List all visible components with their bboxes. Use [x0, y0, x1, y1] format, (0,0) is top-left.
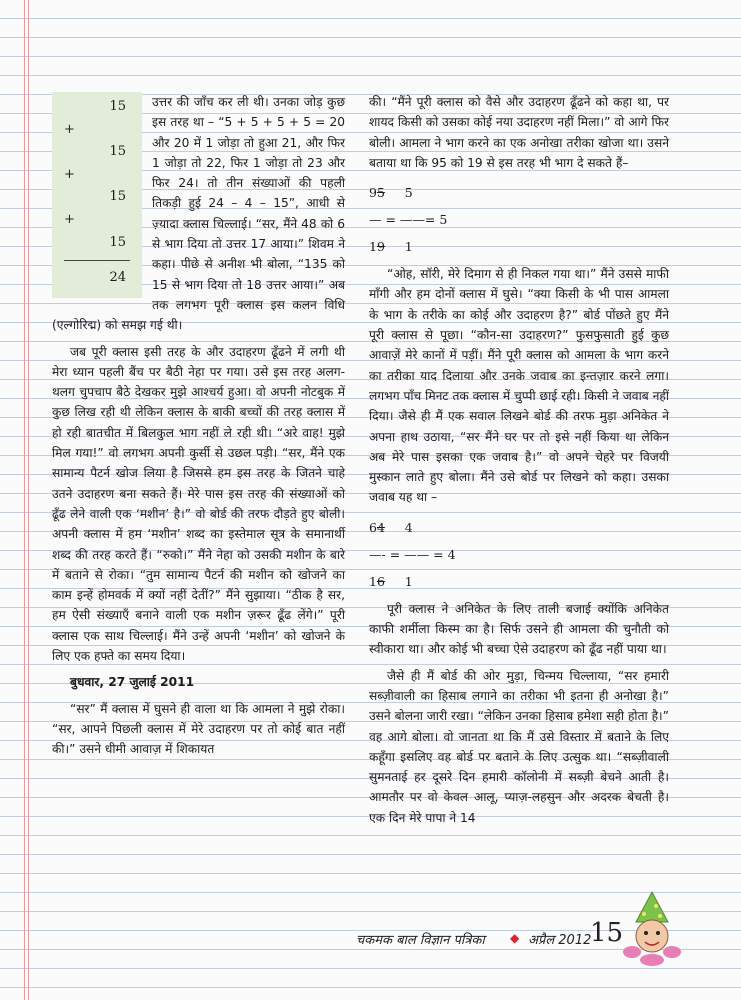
fraction-middle-row: —- = —— = 4	[369, 546, 456, 562]
fraction-example-aniket	[369, 514, 669, 595]
fraction-bottom-row	[369, 233, 669, 260]
cancelled-digit: 6	[376, 573, 385, 589]
digit: 1	[404, 573, 413, 589]
digit: 4	[404, 519, 413, 535]
left-paragraph-2: जब पूरी क्लास इसी तरह के और उदाहरण ढूँढने में लगी थी मेरा ध्यान पहली बैंच पर बैठी नेहा पर गया। उसे इस तरह अलग-थलग चुपचाप बैठे देखकर मुझे आश्चर्य हुआ। वो अपनी नोटबुक में कुछ लिख रही थी लेकिन क्लास के बाकी बच्चों की तरह क्लास में हो रही बातचीत में बिलकुल भाग नहीं ले रही थी। “अरे वाह! मुझे मिल गया!” वो लगभग अपनी कुर्सी से उछल पड़ी। “सर, मैंने एक सामान्य पैटर्न खोज लिया है जिससे हम इस तरह के जितने चाहे उतने उदाहरण बना सकते हैं। मेरे पास इस तरह की संख्याओं को ढूँढ लेने वाली एक ‘मशीन’ है।” वो बोर्ड की तरफ दौड़ते हुए बोली। अपनी क्लास में हम ‘मशीन’ शब्द का इस्तेमाल सूत्र के समानार्थी शब्द की तरह करते हैं। “रुको।” मैंने नेहा को उसकी मशीन के बारे में बताने से रोका। “तुम सामान्य पैटर्न की मशीन को खोजने का काम इन्हें होमवर्क में क्यों नहीं देतीं?” मैंने सुझाया। “ठीक है सर, हम ऐसी संख्याएँ बनाने वाली एक मशीन ज़रूर ढूँढ लेंगे।” पूरी क्लास एक साथ चिल्लाई। मैंने उन्हें अपनी ‘मशीन’ को खोजने के लिए एक हफ्ते का समय दिया।	[52, 344, 345, 664]
addition-example-box	[52, 92, 142, 298]
digit: 9	[369, 185, 377, 201]
sum-rule	[64, 260, 130, 261]
sum-operator: +	[64, 166, 75, 182]
cancelled-digit: 9	[376, 239, 385, 255]
fraction-top-row	[369, 514, 669, 541]
fraction-middle-row: — = ——= 5	[369, 212, 448, 228]
sum-operator: +	[64, 211, 75, 227]
left-column	[52, 92, 345, 766]
date-heading: बुधवार, 27 जुलाई 2011	[70, 675, 195, 690]
sum-number: 24	[109, 270, 126, 286]
left-paragraph-1: उत्तर की जाँच कर ली थी। उनका जोड़ कुछ इस तरह था – “5 + 5 + 5 + 5 = 20 और 20 में 1 जोड़ा तो हुआ 21, और फिर 1 जोड़ा तो 22, फिर 1 जोड़ा तो 23 और फिर 24। तो तीन संख्याओं की पहली तिकड़ी हुई 24 – 4 – 15”, आधी से ज़्यादा क्लास चिल्लाई। “सर, मैंने 48 को 6 से भाग दिया तो उत्तर 17 आया।” शिवम ने कहा। पीछे से अनीश भी बोला, “135 को 15 से भाग दिया तो 18 उत्तर आया।” अब तक लगभग पूरी क्लास इस कलन विधि (एल्गोरिद्म) को समझ गई थी।	[52, 95, 345, 333]
fraction-example-amla	[369, 179, 669, 260]
issue-date: अप्रैल 2012	[528, 933, 592, 948]
digit: 6	[369, 519, 377, 535]
cancelled-digit: 5	[376, 185, 385, 201]
diamond-icon: ◆	[510, 931, 520, 945]
page-number: 15	[590, 918, 624, 948]
magazine-name: चकमक बाल विज्ञान पत्रिका	[356, 933, 485, 948]
right-paragraph-1: की। “मैंने पूरी क्लास को वैसे और उदाहरण ढूँढने को कहा था, पर शायद किसी को उसका कोई नया उदाहरण नहीं मिला।” वो आगे फिर बोली। आमला ने भाग करने का एक अनोखा तरीका खोजा था। उसने बताया था कि 95 को 19 से इस तरह भी भाग दे सकते हैं–	[369, 95, 669, 170]
digit: 1	[404, 239, 413, 255]
sum-number: 15	[109, 234, 126, 250]
digit: 1	[369, 573, 377, 589]
left-paragraph-3: “सर” मैं क्लास में घुसने ही वाला था कि आमला ने मुझे रोका। “सर, आपने पिछली क्लास में मेरे उदाहरण पर तो कोई बात नहीं की।” उसने धीमी आवाज़ में शिकायत	[52, 701, 345, 757]
digit: 1	[369, 239, 377, 255]
sum-operator: +	[64, 121, 75, 137]
sum-number: 15	[109, 189, 126, 205]
mascot-illustration-icon	[622, 888, 682, 968]
right-column	[369, 92, 669, 834]
sum-number: 15	[109, 99, 126, 114]
right-paragraph-4: जैसे ही मैं बोर्ड की ओर मुड़ा, चिन्मय चिल्लाया, “सर हमारी सब्ज़ीवाली का हिसाब लगाने का तरीका भी इतना ही अनोखा है।” उसने बोलना जारी रखा। “लेकिन उनका हिसाब हमेशा सही होता है।” वह आगे बोला। वो जानता था कि मैं उसे विस्तार में बताने के लिए कहूँगा इसलिए वह बोर्ड पर बताने के लिए उत्सुक था। “सब्ज़ीवाली सुमनताई हर दूसरे दिन हमारी कॉलोनी में सब्ज़ी बेचने आती है। आमतौर पर वो केवल आलू, प्याज़-लहसुन और अदरक बेचती है। एक दिन मेरे पापा ने 14	[369, 668, 669, 825]
digit: 5	[404, 185, 413, 201]
fraction-bottom-row	[369, 568, 669, 595]
sum-number: 15	[109, 144, 126, 160]
cancelled-digit: 4	[376, 519, 385, 535]
right-paragraph-3: पूरी क्लास ने अनिकेत के लिए ताली बजाई क्योंकि अनिकेत काफी शर्मीला किस्म का है। सिर्फ उसने ही आमला की चुनौती को स्वीकारा था। और कोई भी बच्चा ऐसे उदाहरण को ढूँढ नहीं पाया था।	[369, 601, 669, 657]
fraction-top-row	[369, 179, 669, 206]
right-paragraph-2: “ओह, सॉरी, मेरे दिमाग से ही निकल गया था।” मैंने उससे माफी माँगी और हम दोनों क्लास में घुसे। “क्या किसी के भी पास आमला के भाग के तरीके का कोई और उदाहरण है?” बोर्ड पोंछते हुए मैंने पूरी क्लास से पूछा। “कौन-सा उदाहरण?” फुसफुसाती हुई कुछ आवाज़ें मेरे कानों में पड़ीं। मैंने पूरी क्लास को आमला के भाग करने का तरीका याद दिलाया और उनके जवाब का इन्तज़ार करने लगा। लगभग पाँच मिनट तक क्लास में चुप्पी छाई रही। किसी ने जवाब नहीं दिया। जैसे ही मैं एक सवाल लिखने बोर्ड की तरफ मुड़ा अनिकेत ने अपना हाथ उठाया, “सर मैंने घर पर तो इसे नहीं किया था लेकिन अब मेरे पास इसका एक जवाब है।” वो अपने चेहरे पर विजयी मुस्कान लाते हुए बोला। मैंने उसे बोर्ड पर लिखने को कहा। उसका जवाब यह था –	[369, 267, 669, 505]
